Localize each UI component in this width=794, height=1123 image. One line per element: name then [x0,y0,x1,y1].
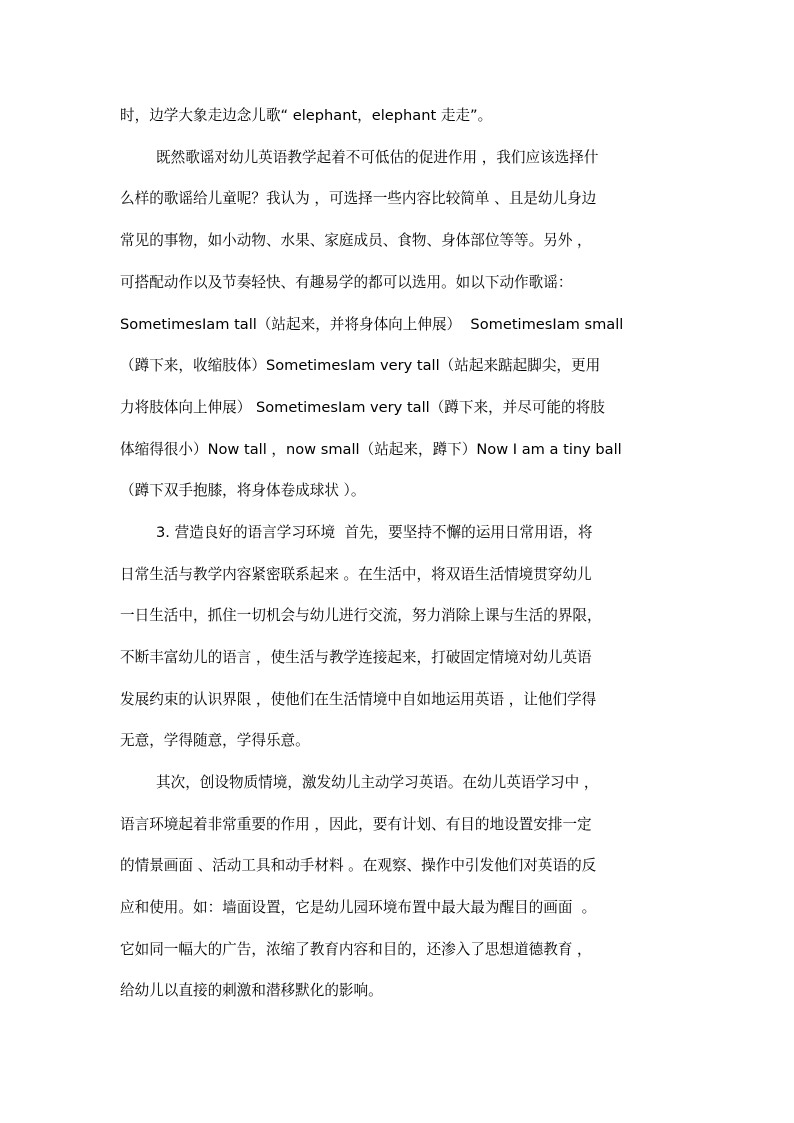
text-line: 体缩得很小）Now tall ，now small（站起来，蹲下）Now I am a tiny ball [120,441,622,458]
text-line: 日常生活与教学内容紧密联系起来 。在生活中，将双语生活情境贯穿幼儿 [120,566,592,583]
text-line: 一日生活中，抓住一切机会与幼儿进行交流，努力消除上课与生活的界限， [120,607,602,624]
text-line: （蹲下来，收缩肢体）SometimesIam very tall（站起来踮起脚尖，更用 [120,357,601,374]
text-line: 不断丰富幼儿的语言 ，使生活与教学连接起来，打破固定情境对幼儿英语 [120,649,592,666]
text-line: 应和使用。如：墙面设置，它是幼儿园环境布置中最大最为醒目的画面 。 [120,899,597,916]
text-line: 么样的歌谣给儿童呢？我认为 ，可选择一些内容比较简单 、且是幼儿身边 [120,190,597,207]
text-line: 既然歌谣对幼儿英语教学起着不可低估的促进作用 ，我们应该选择什 [156,149,599,166]
text-line: 无意，学得随意，学得乐意。 [120,732,310,749]
text-line: 可搭配动作以及节奏轻快、有趣易学的都可以选用。如以下动作歌谣： [120,274,573,291]
section-heading-line: 3. 营造良好的语言学习环境 首先，要坚持不懈的运用日常用语，将 [156,524,593,541]
text-line: 其次，创设物质情境，激发幼儿主动学习英语。在幼儿英语学习中 ， [156,774,599,791]
text-line: 力将肢体向上伸展） SometimesIam very tall（蹲下来，并尽可能的将肢 [120,399,605,416]
text-line: 时，边学大象走边念儿歌“ elephant，elephant 走走”。 [120,107,493,124]
text-line: 发展约束的认识界限 ，使他们在生活情境中自如地运用英语 ，让他们学得 [120,691,597,708]
text-line: SometimesIam tall（站起来，并将身体向上伸展） SometimesIam small [120,316,624,333]
text-line: 它如同一幅大的广告，浓缩了教育内容和目的，还渗入了思想道德教育 ， [120,941,592,958]
text-line: 常见的事物，如小动物、水果、家庭成员、食物、身体部位等等。另外 ， [120,232,592,249]
text-line: 的情景画面 、活动工具和动手材料 。在观察、操作中引发他们对英语的反 [120,857,597,874]
text-line: （蹲下双手抱膝，将身体卷成球状 ）。 [120,482,366,499]
text-line: 语言环境起着非常重要的作用 ，因此，要有计划、有目的地设置安排一定 [120,816,592,833]
text-line: 给幼儿以直接的刺激和潜移默化的影响。 [120,982,383,999]
